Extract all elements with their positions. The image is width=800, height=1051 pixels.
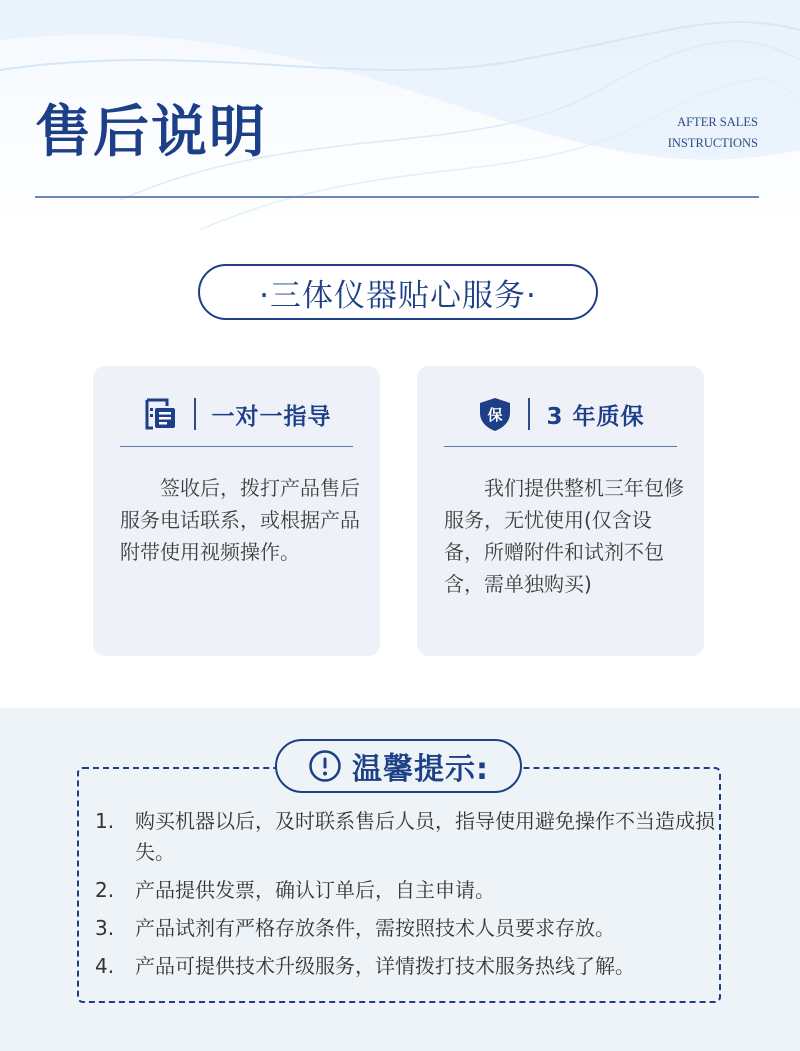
warranty-shield-icon — [476, 395, 514, 433]
card-text: 我们提供整机三年包修服务，无忧使用(仅含设备，所赠附件和试剂不包含，需单独购买) — [444, 476, 684, 596]
service-card-warranty — [417, 366, 704, 656]
list-item — [95, 806, 715, 868]
exclamation-circle-icon — [308, 749, 342, 783]
list-item-text: 产品可提供技术升级服务，详情拨打技术服务热线了解。 — [135, 954, 635, 978]
subtitle-line-2: INSTRUCTIONS — [667, 136, 758, 150]
card-header — [417, 392, 704, 436]
card-title: 3 年质保 — [546, 403, 645, 430]
list-item-number: 4. — [95, 954, 115, 978]
list-item-number: 2. — [95, 878, 115, 902]
guide-document-icon — [142, 395, 180, 433]
list-item-text: 产品提供发票，确认订单后，自主申请。 — [135, 878, 495, 902]
svg-text:保: 保 — [487, 406, 503, 424]
service-card-guidance — [93, 366, 380, 656]
list-item-number: 1. — [95, 809, 115, 833]
service-banner: ·三体仪器贴心服务· — [198, 264, 598, 320]
list-item — [95, 875, 715, 906]
card-header-separator — [528, 398, 530, 430]
list-item-text: 产品试剂有严格存放条件，需按照技术人员要求存放。 — [135, 916, 615, 940]
header-divider — [35, 196, 759, 198]
card-header — [93, 392, 380, 436]
page-subtitle-en — [668, 112, 758, 154]
list-item-text: 购买机器以后，及时联系售后人员，指导使用避免操作不当造成损失。 — [135, 809, 715, 864]
card-divider — [444, 446, 677, 447]
tips-title: 温馨提示: — [352, 752, 489, 787]
tips-heading — [275, 739, 522, 793]
card-header-separator — [194, 398, 196, 430]
list-item — [95, 913, 715, 944]
list-item-number: 3. — [95, 916, 115, 940]
page-title: 售后说明 — [35, 99, 267, 165]
card-text: 签收后，拨打产品售后服务电话联系，或根据产品附带使用视频操作。 — [120, 476, 360, 564]
tips-list — [95, 806, 715, 989]
subtitle-line-1: AFTER SALES — [677, 115, 758, 129]
list-item — [95, 951, 715, 982]
card-title: 一对一指导 — [211, 403, 332, 430]
card-divider — [120, 446, 353, 447]
header — [0, 0, 800, 230]
